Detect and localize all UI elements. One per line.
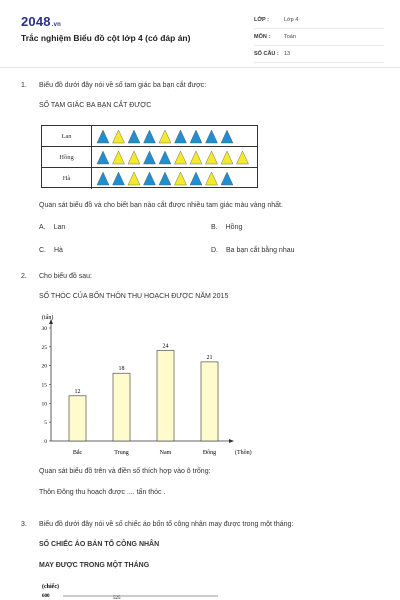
pictograph-row-ha [42, 168, 257, 189]
option-a[interactable]: A. Lan [39, 224, 66, 231]
y-tick-label: 0 [44, 439, 47, 445]
yellow-triangle-icon [190, 151, 202, 164]
yellow-triangle-icon [113, 130, 125, 143]
pictograph-row-lan [42, 126, 257, 147]
q2-question: Quan sát biểu đồ trên và điền số thích hợp vào ô trống: [39, 468, 211, 475]
blue-triangle-icon [221, 172, 233, 185]
y-tick-label: 5 [44, 420, 47, 427]
y-tick-label: 20 [41, 363, 47, 370]
bar-value-label: 18 [118, 366, 125, 373]
option-d[interactable]: D. Ba bạn cắt bằng nhau [211, 247, 295, 254]
q3-text: Biểu đồ dưới đây nói về số chiếc áo bốn tổ công nhân may được trong một tháng: [39, 521, 294, 528]
row-name: Hồng [42, 147, 92, 167]
blue-triangle-icon [221, 130, 233, 143]
triangle-row [97, 171, 257, 186]
option-b[interactable]: B. Hồng [211, 224, 243, 231]
x-axis-arrow [229, 439, 234, 443]
bar-value-label: 24 [162, 343, 169, 350]
shirts-chart-partial [28, 578, 228, 600]
yellow-triangle-icon [206, 172, 218, 185]
bar-3 [201, 362, 218, 441]
blue-triangle-icon [97, 172, 109, 185]
blue-triangle-icon [144, 172, 156, 185]
q3-value-label: 525 [113, 596, 121, 600]
yellow-triangle-icon [113, 151, 125, 164]
yellow-triangle-icon [175, 151, 187, 164]
row-name: Lan [42, 126, 92, 146]
triangle-row [97, 129, 257, 144]
q3-y-tick-600: 600 [42, 594, 50, 599]
blue-triangle-icon [144, 151, 156, 164]
q2-number: 2. [21, 273, 27, 280]
q1-question: Quan sát biểu đồ và cho biết bạn nào cắt được nhiều tam giác màu vàng nhất. [39, 202, 283, 209]
blue-triangle-icon [113, 172, 125, 185]
blue-triangle-icon [144, 130, 156, 143]
bar-value-label: 12 [74, 388, 81, 395]
q2-text: Cho biểu đồ sau: [39, 273, 92, 280]
q3-number: 3. [21, 521, 27, 528]
q2-caption: SỐ THÓC CỦA BỐN THÔN THU HOẠCH ĐƯỢC NĂM 2015 [39, 293, 229, 300]
blue-triangle-icon [128, 130, 140, 143]
q1-caption: SỐ TAM GIÁC BA BẠN CẮT ĐƯỢC [39, 102, 152, 109]
blue-triangle-icon [159, 151, 171, 164]
meta-subject: MÔN : Toán [254, 29, 384, 46]
y-axis-label: (tấn) [42, 315, 54, 321]
page-title: Trắc nghiệm Biểu đồ cột lớp 4 (có đáp án) [21, 33, 191, 43]
q3-caption-line1: SỐ CHIẾC ÁO BÁN TỔ CÔNG NHÂN [39, 541, 160, 548]
y-tick-label: 10 [41, 401, 47, 408]
blue-triangle-icon [97, 130, 109, 143]
q2-blank-line[interactable]: Thôn Đông thu hoạch được .... tấn thóc . [39, 489, 166, 496]
bar-value-label: 21 [206, 354, 213, 361]
x-tick-label: Nam [159, 450, 172, 456]
bar-0 [69, 396, 86, 441]
x-tick-label: Bắc [72, 450, 83, 456]
triangle-row [97, 150, 257, 165]
yellow-triangle-icon [128, 151, 140, 164]
blue-triangle-icon [175, 130, 187, 143]
q1-text: Biểu đồ dưới đây nói về số tam giác ba bạn cắt được: [39, 82, 207, 89]
bar-1 [113, 373, 130, 441]
yellow-triangle-icon [237, 151, 249, 164]
blue-triangle-icon [190, 172, 202, 185]
q1-number: 1. [21, 82, 27, 89]
blue-triangle-icon [159, 172, 171, 185]
meta-grade: LỚP : Lớp 4 [254, 12, 384, 29]
q3-caption-line2: MAY ĐƯỢC TRONG MỘT THÁNG [39, 562, 150, 569]
triangle-pictograph [41, 125, 258, 188]
bar-2 [157, 351, 174, 441]
quiz-meta [254, 12, 384, 63]
q3-y-axis-label: (chiếc) [42, 584, 59, 590]
x-tick-label: Trung [114, 450, 129, 456]
y-tick-label: 15 [41, 382, 47, 389]
yellow-triangle-icon [128, 172, 140, 185]
yellow-triangle-icon [159, 130, 171, 143]
blue-triangle-icon [206, 130, 218, 143]
site-logo[interactable]: 2048.vn [21, 14, 62, 29]
page-header [0, 0, 400, 68]
row-name: Hà [42, 168, 92, 189]
yellow-triangle-icon [175, 172, 187, 185]
x-tick-label: Đông [202, 450, 217, 456]
y-tick-label: 30 [41, 326, 47, 332]
y-tick-label: 25 [41, 344, 47, 351]
blue-triangle-icon [190, 130, 202, 143]
pictograph-row-hong [42, 147, 257, 168]
meta-question-count: SỐ CÂU : 13 [254, 46, 384, 63]
x-axis-label: (Thôn) [235, 450, 252, 456]
yellow-triangle-icon [206, 151, 218, 164]
blue-triangle-icon [97, 151, 109, 164]
rice-harvest-bar-chart [28, 308, 268, 460]
yellow-triangle-icon [221, 151, 233, 164]
option-c[interactable]: C. Hà [39, 247, 63, 254]
